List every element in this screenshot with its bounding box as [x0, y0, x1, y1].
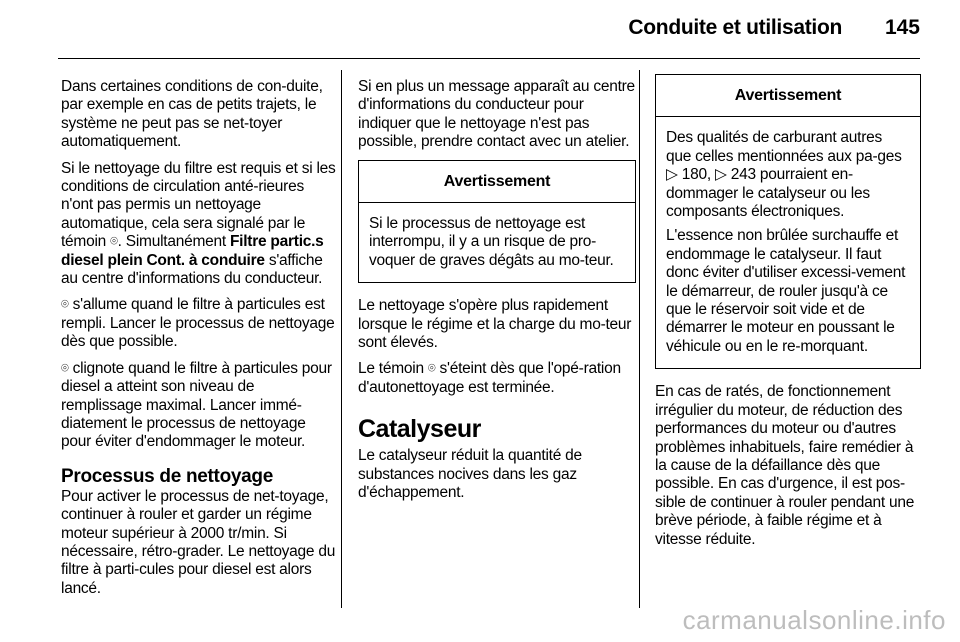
section-heading: Processus de nettoyage [61, 465, 273, 487]
column-divider-2 [639, 70, 640, 608]
paragraph: ⌾ clignote quand le filtre à particules pour diesel a atteint son niveau de remplissage maximal. Lancer immé-diatement le processus de nettoyage pour éviter d'endommager le moteur. [61, 359, 332, 451]
paragraph: Le catalyseur réduit la quantité de substances nocives dans les gaz d'échappement. [358, 447, 582, 502]
page-ref-arrow-icon: ▷ [714, 166, 727, 184]
paragraph: Dans certaines conditions de con-duite, par exemple en cas de petits trajets, le système ne peut pas se net-toyer automatiquement. [61, 78, 323, 151]
paragraph: Si en plus un message apparaît au centre d'informations du conducteur pour indiquer que le nettoyage n'est pas possible, prendre contact avec un atelier. [358, 78, 635, 151]
warning-title: Avertissement [359, 161, 635, 203]
diesel-particulate-filter-icon: ⌾ [110, 233, 118, 249]
paragraph: Pour activer le processus de net-toyage, continuer à rouler et garder un régime moteur supérieur à 2000 tr/min. Si nécessaire, rétro-grader. Le nettoyage du filtre à parti-cules pour diesel est alors lancé. [61, 487, 336, 597]
diesel-particulate-filter-icon: ⌾ [61, 296, 69, 312]
page-reference-link[interactable]: 243 [730, 166, 756, 184]
paragraph: Le témoin ⌾ s'éteint dès que l'opé-ration d'autonettoyage est terminée. [358, 360, 621, 396]
watermark: carmanualsonline.info [682, 605, 946, 635]
warning-text: L'essence non brûlée surchauffe et endommage le catalyseur. Il faut donc éviter d'utiliser excessi-vement le démarreur, de rouler jusqu'à ce que le réservoir soit vide et de démarrer le moteur en poussant le véhicule ou en le re-morquant. [666, 227, 906, 355]
warning-body [656, 117, 920, 368]
paragraph: En cas de ratés, de fonctionnement irrégulier du moteur, de réduction des performances du moteur ou d'autres problèmes inhabituels, faire remédier à la cause de la défaillance dès que possible. En cas d'urgence, il est pos-sible de continuer à rouler pendant une brève période, à faible régime et à vitesse réduite. [655, 383, 915, 548]
page-reference-link[interactable]: 180 [681, 166, 707, 184]
warning-title: Avertissement [656, 75, 920, 117]
diesel-particulate-filter-icon: ⌾ [427, 360, 436, 376]
paragraph: ⌾ s'allume quand le filtre à particules est rempli. Lancer le processus de nettoyage dès que possible. [61, 296, 335, 351]
paragraph: Le nettoyage s'opère plus rapidement lorsque le régime et la charge du mo-teur sont élevés. [358, 297, 632, 352]
paragraph: Si le nettoyage du filtre est requis et si les conditions de circulation anté-rieures n'ont pas permis un nettoyage automatique, cela sera signalé par le témoin ⌾. Simultanément Filtre partic.s diesel plein Cont. à conduire s'affiche au centre d'informations du conducteur. [61, 159, 336, 288]
display-message: Filtre partic.s diesel plein Cont. à conduire [61, 233, 324, 269]
column-2 [358, 78, 636, 511]
page-number: 145 [884, 16, 920, 39]
header-divider [58, 58, 920, 59]
warning-box [655, 74, 921, 369]
column-1 [61, 78, 339, 606]
column-3 [655, 70, 921, 557]
page-ref-arrow-icon: ▷ [666, 166, 678, 184]
warning-box [358, 160, 636, 284]
page-header-title: Conduite et utilisation [628, 16, 842, 39]
warning-text: Des qualités de carburant autres que celles mentionnées aux pa-ges ▷ 180, ▷ 243 pourraient en-dommager le catalyseur ou les composants électroniques. [666, 129, 902, 221]
warning-text: Si le processus de nettoyage est interrompu, il y a un risque de pro-voquer de graves dégâts au mo-teur. [369, 215, 614, 269]
warning-body [359, 203, 635, 282]
diesel-particulate-filter-icon: ⌾ [61, 359, 69, 375]
column-divider-1 [341, 70, 342, 608]
section-heading: Catalyseur [358, 415, 481, 444]
